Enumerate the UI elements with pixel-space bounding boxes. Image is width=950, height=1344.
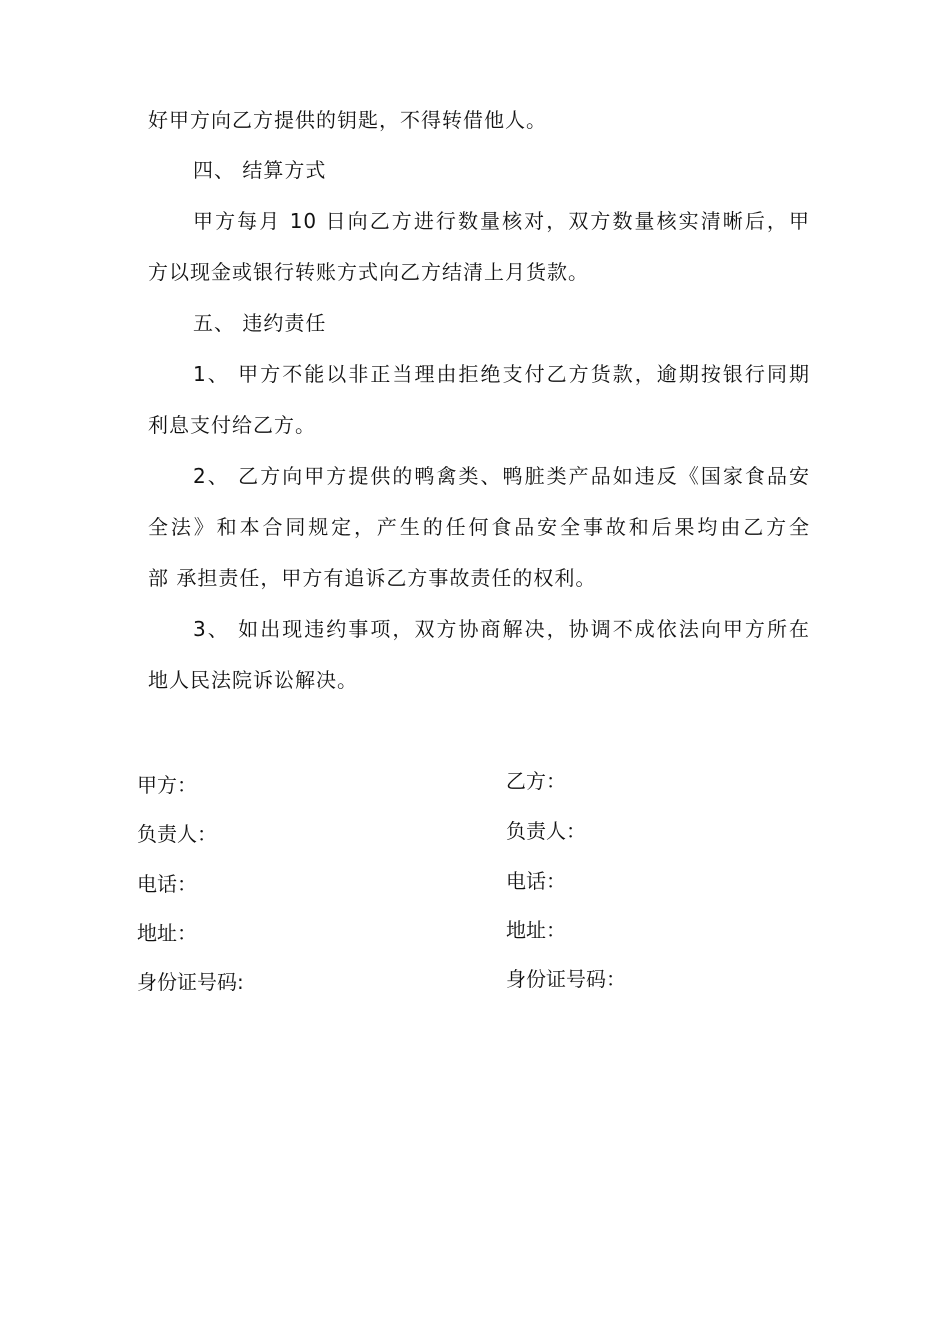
party-b-label: 乙方： <box>506 769 566 793</box>
party-a-address-label: 地址： <box>137 921 197 945</box>
text-line-key-clause-end: 好甲方向乙方提供的钥匙，不得转借他人。 <box>148 108 547 132</box>
text-line-liability-3b: 地人民法院诉讼解决。 <box>148 668 358 692</box>
section-heading-settlement: 四、 结算方式 <box>193 158 327 182</box>
party-a-label: 甲方： <box>137 773 197 797</box>
section-heading-liability: 五、 违约责任 <box>193 311 327 335</box>
text-line-liability-2c: 部 承担责任，甲方有追诉乙方事故责任的权利。 <box>148 566 597 590</box>
party-b-person-label: 负责人： <box>506 819 586 843</box>
party-a-phone-label: 电话： <box>137 872 197 896</box>
party-b-phone-label: 电话： <box>506 869 566 893</box>
text-line-liability-2b: 全法》和本合同规定，产生的任何食品安全事故和后果均由乙方全 <box>148 515 810 539</box>
text-line-liability-1b: 利息支付给乙方。 <box>148 413 316 437</box>
text-line-liability-1a: 1、 甲方不能以非正当理由拒绝支付乙方货款，逾期按银行同期 <box>193 362 810 386</box>
party-a-person-label: 负责人： <box>137 822 217 846</box>
text-line-settlement-2: 方以现金或银行转账方式向乙方结清上月货款。 <box>148 260 589 284</box>
party-b-address-label: 地址： <box>506 918 566 942</box>
party-a-id-label: 身份证号码: <box>137 970 244 994</box>
text-line-settlement-1: 甲方每月 10 日向乙方进行数量核对，双方数量核实清晰后，甲 <box>193 209 810 233</box>
party-b-id-label: 身份证号码： <box>506 967 626 991</box>
text-line-liability-2a: 2、 乙方向甲方提供的鸭禽类、鸭脏类产品如违反《国家食品安 <box>193 464 810 488</box>
text-line-liability-3a: 3、 如出现违约事项，双方协商解决，协调不成依法向甲方所在 <box>193 617 810 641</box>
